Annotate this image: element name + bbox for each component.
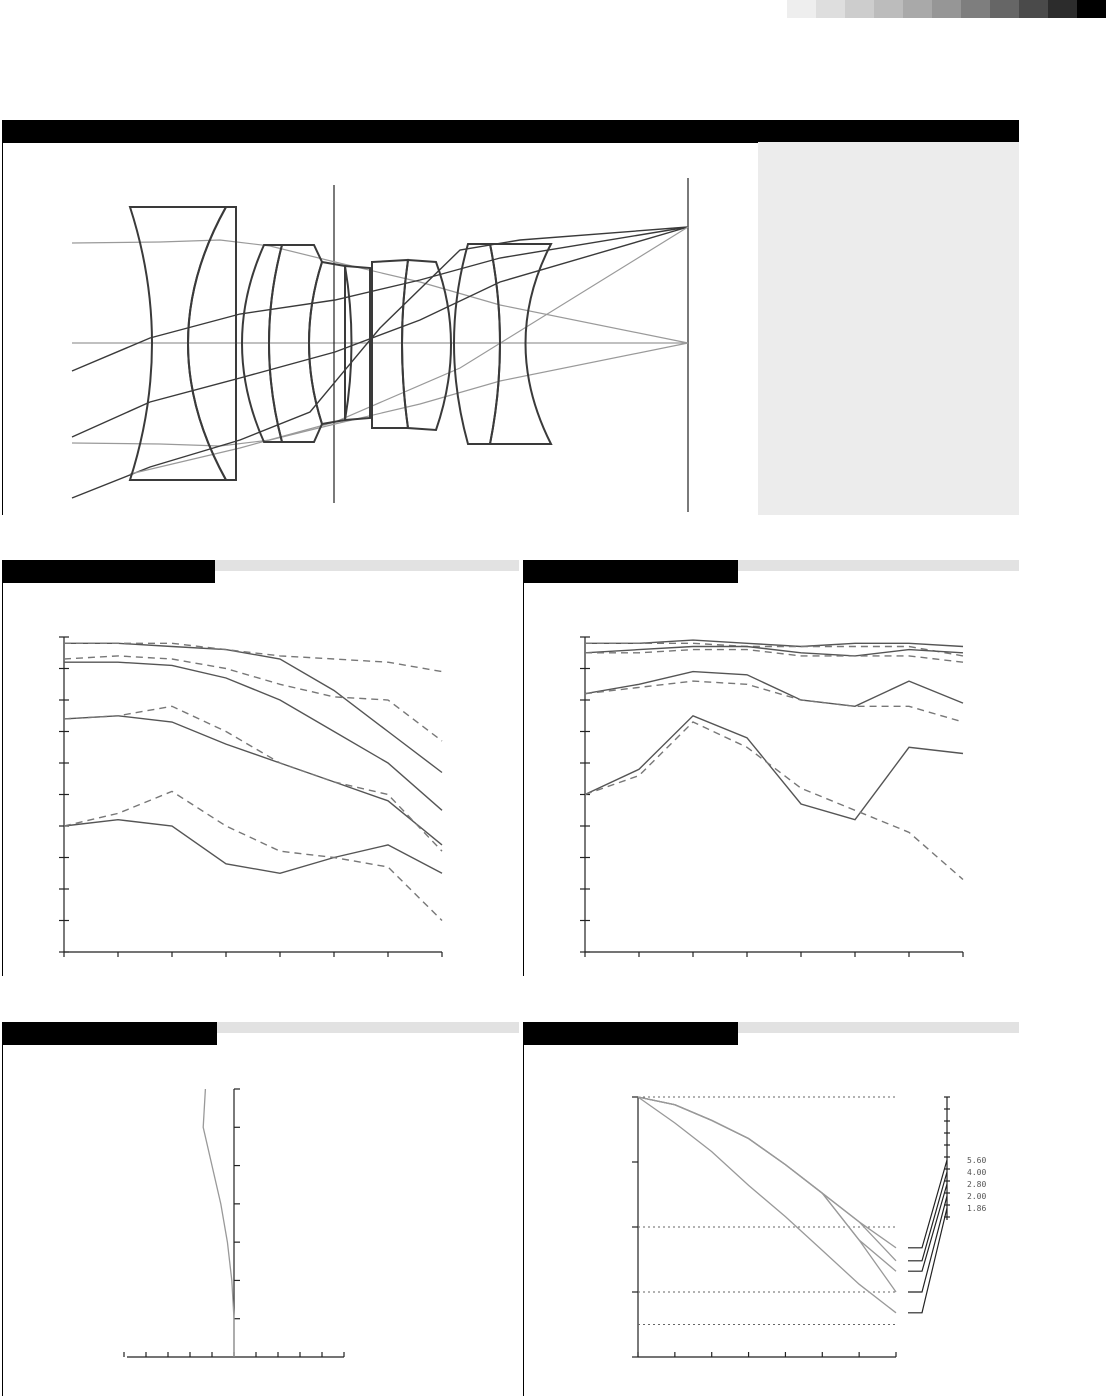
grayscale-calibration-bar xyxy=(787,0,1106,18)
lens-element-8 xyxy=(402,260,451,430)
info-panel xyxy=(758,142,1019,515)
grayscale-step xyxy=(903,0,932,18)
ray-marginal xyxy=(130,227,688,474)
ray-axial-bottom xyxy=(72,343,688,446)
lens-element-10 xyxy=(490,244,551,444)
vignetting-chart xyxy=(520,1040,1040,1400)
grayscale-step xyxy=(961,0,990,18)
vignetting-curve xyxy=(638,1097,896,1261)
aperture-label: 1.86 xyxy=(967,1204,987,1213)
mtf-curve-solid xyxy=(585,716,963,820)
ray-off-axis-lower xyxy=(72,227,688,498)
ray-off-axis-upper xyxy=(72,227,688,437)
lens-element-9 xyxy=(454,244,500,444)
aperture-label: 2.00 xyxy=(967,1192,987,1201)
distortion-curve xyxy=(203,1089,234,1357)
grayscale-step xyxy=(845,0,874,18)
grayscale-step xyxy=(874,0,903,18)
aperture-label: 2.80 xyxy=(967,1180,987,1189)
mtf-chart-right xyxy=(520,580,1040,980)
mtf-curve-solid xyxy=(64,662,442,810)
grayscale-step xyxy=(990,0,1019,18)
mtf-left-header-fill xyxy=(215,560,519,571)
grayscale-step xyxy=(816,0,845,18)
mtf-curve-solid xyxy=(64,716,442,845)
mtf-curve-dashed xyxy=(585,650,963,663)
aperture-label: 4.00 xyxy=(967,1168,987,1177)
mtf-curve-dashed xyxy=(64,656,442,741)
vignetting-curve xyxy=(638,1097,896,1292)
mtf-curve-dashed xyxy=(64,706,442,851)
distortion-header-fill xyxy=(217,1022,519,1033)
mtf-curve-dashed xyxy=(64,643,442,671)
mtf-curve-dashed xyxy=(64,791,442,920)
grayscale-step xyxy=(932,0,961,18)
lens-diagram xyxy=(0,140,760,520)
aperture-leader-line xyxy=(908,1196,947,1292)
mtf-right-header-fill xyxy=(738,560,1019,571)
vignetting-header-fill xyxy=(738,1022,1019,1033)
aperture-label: 5.60 xyxy=(967,1156,987,1165)
mtf-curve-solid xyxy=(585,647,963,656)
vignetting-curve xyxy=(638,1097,896,1271)
grayscale-step xyxy=(1019,0,1048,18)
mtf-curve-solid xyxy=(585,672,963,707)
grayscale-step xyxy=(1077,0,1106,18)
vignetting-curve xyxy=(638,1097,896,1313)
mtf-curve-solid xyxy=(585,640,963,646)
grayscale-step xyxy=(787,0,816,18)
ray-chief xyxy=(72,227,688,371)
mtf-curve-dashed xyxy=(585,722,963,880)
vignetting-curve xyxy=(638,1097,896,1248)
distortion-chart xyxy=(0,1040,520,1400)
mtf-chart-left xyxy=(0,580,520,980)
mtf-curve-solid xyxy=(64,820,442,874)
grayscale-step xyxy=(1048,0,1077,18)
